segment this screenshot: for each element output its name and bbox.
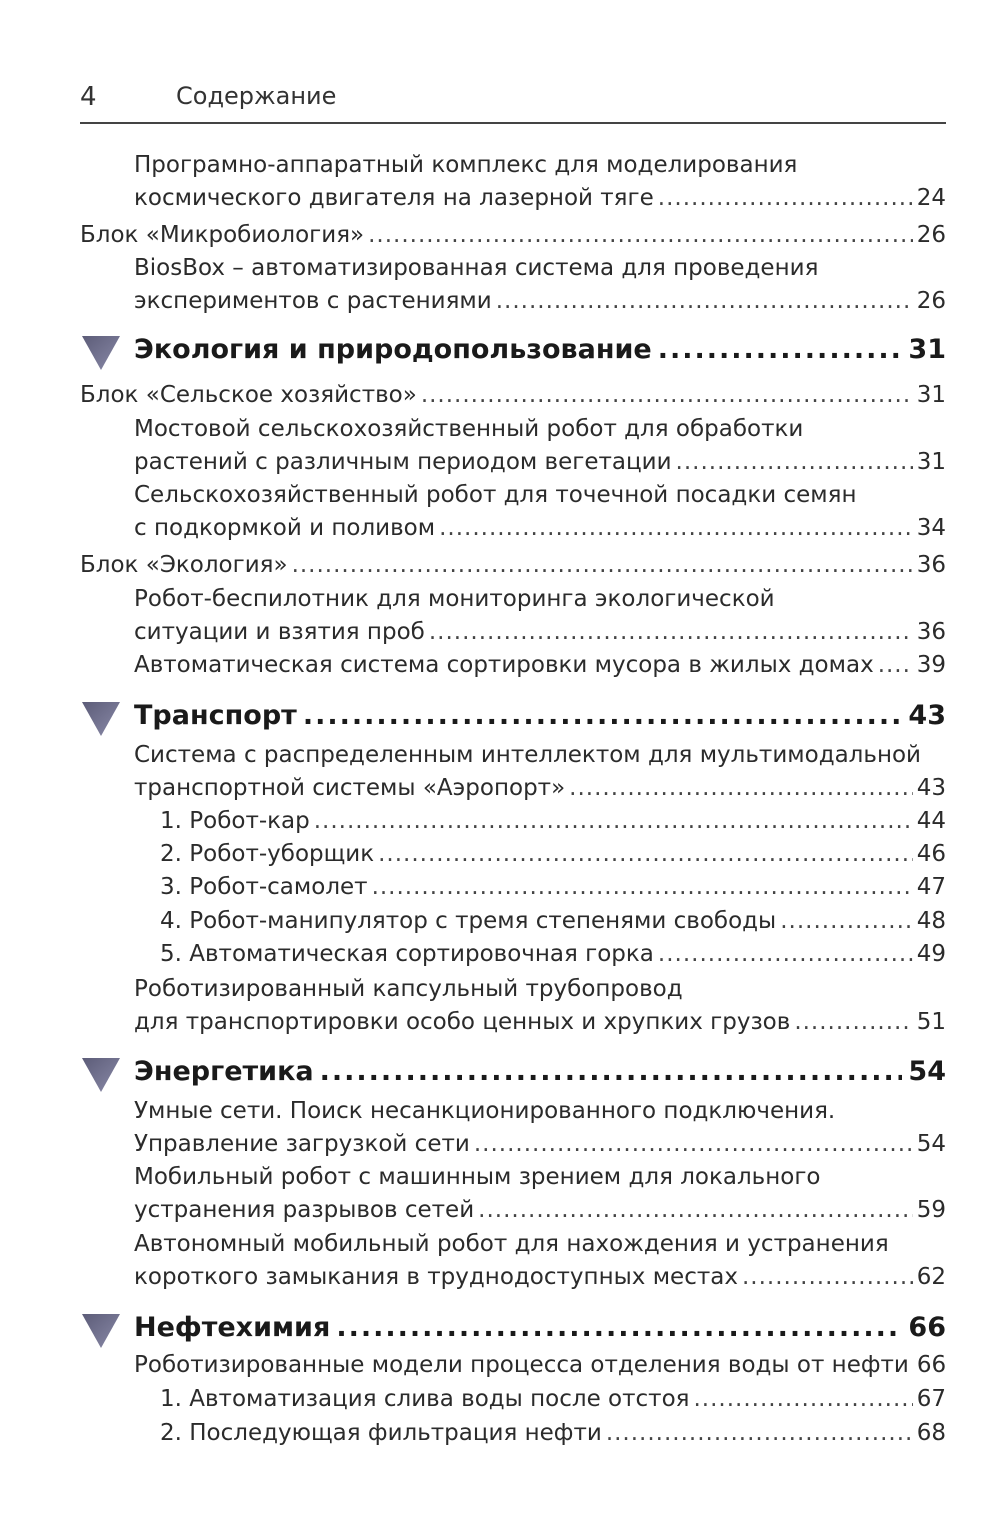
toc-block-entry[interactable]	[80, 220, 946, 250]
section-page-number: 54	[908, 1056, 946, 1087]
dot-leader	[606, 1418, 913, 1448]
toc-sub-entry[interactable]	[160, 1384, 946, 1414]
dot-leader	[474, 1129, 913, 1159]
dot-leader	[303, 698, 903, 734]
toc-sub-entry[interactable]	[160, 839, 946, 869]
toc-entry-line[interactable]: BiosBox – автоматизированная система для проведения	[134, 255, 819, 281]
toc-entry-line[interactable]: Система с распределенным интеллектом для мультимодальной	[134, 742, 921, 768]
entry-title: устранения разрывов сетей	[134, 1197, 475, 1223]
toc-entry[interactable]	[134, 650, 946, 680]
dot-leader	[292, 550, 913, 580]
toc-entry-line[interactable]: Мобильный робот с машинным зрением для локального	[134, 1164, 821, 1190]
dot-leader	[478, 1195, 913, 1225]
entry-page-number: 36	[916, 619, 946, 645]
dot-leader	[658, 332, 903, 368]
section-title: Транспорт	[134, 700, 297, 731]
entry-page-number: 26	[916, 222, 946, 248]
dot-leader	[658, 183, 913, 213]
entry-page-number: 47	[916, 874, 946, 900]
entry-title: 1. Робот-кар	[160, 808, 310, 834]
toc-entry[interactable]	[134, 447, 946, 477]
toc-entry[interactable]	[134, 1262, 946, 1292]
dot-leader	[693, 1384, 912, 1414]
entry-page-number: 66	[916, 1352, 947, 1378]
toc-entry[interactable]	[134, 1350, 946, 1380]
entry-title: растений с различным периодом вегетации	[134, 449, 672, 475]
down-triangle-icon	[80, 334, 122, 372]
entry-page-number: 36	[916, 552, 946, 578]
entry-page-number: 48	[916, 908, 946, 934]
entry-page-number: 51	[916, 1009, 946, 1035]
entry-title: короткого замыкания в труднодоступных местах	[134, 1264, 738, 1290]
entry-page-number: 67	[916, 1386, 946, 1412]
entry-title: 1. Автоматизация слива воды после отстоя	[160, 1386, 690, 1412]
section-page-number: 66	[908, 1312, 946, 1343]
dot-leader	[658, 939, 913, 969]
entry-page-number: 68	[916, 1420, 946, 1446]
entry-page-number: 31	[916, 449, 946, 475]
entry-title: ситуации и взятия проб	[134, 619, 425, 645]
entry-title: космического двигателя на лазерной тяге	[134, 185, 654, 211]
entry-title: транспортной системы «Аэропорт»	[134, 775, 566, 801]
entry-title: экспериментов с растениями	[134, 288, 492, 314]
toc-entry[interactable]	[134, 1129, 946, 1159]
entry-page-number: 62	[916, 1264, 946, 1290]
dot-leader	[676, 447, 913, 477]
dot-leader	[320, 1054, 903, 1090]
toc-block-entry[interactable]	[80, 550, 946, 580]
entry-title: 4. Робот-манипулятор с тремя степенями свободы	[160, 908, 777, 934]
toc-block-entry[interactable]	[80, 380, 946, 410]
toc-entry[interactable]	[134, 617, 946, 647]
toc-entry[interactable]	[134, 183, 946, 213]
toc-section-heading[interactable]	[134, 1054, 946, 1090]
dot-leader	[378, 839, 913, 869]
page-number: 4	[80, 82, 97, 112]
entry-page-number: 44	[916, 808, 946, 834]
toc-entry-line[interactable]: Мостовой сельскохозяйственный робот для обработки	[134, 416, 804, 442]
toc-sub-entry[interactable]	[160, 906, 946, 936]
dot-leader	[314, 806, 913, 836]
toc-entry[interactable]	[134, 286, 946, 316]
entry-page-number: 59	[916, 1197, 946, 1223]
toc-entry-line[interactable]: Сельскохозяйственный робот для точечной посадки семян	[134, 482, 857, 508]
section-page-number: 43	[908, 700, 946, 731]
entry-title: для транспортировки особо ценных и хрупких грузов	[134, 1009, 791, 1035]
entry-page-number: 49	[916, 941, 946, 967]
entry-page-number: 34	[916, 515, 946, 541]
entry-title: Блок «Микробиология»	[80, 222, 365, 248]
dot-leader	[496, 286, 913, 316]
entry-title: 2. Робот-уборщик	[160, 841, 375, 867]
toc-entry-line[interactable]: Автономный мобильный робот для нахождения и устранения	[134, 1231, 889, 1257]
entry-title: 3. Робот-самолет	[160, 874, 368, 900]
entry-title: Роботизированные модели процесса отделения воды от нефти	[134, 1352, 909, 1378]
page-header	[80, 82, 946, 122]
entry-page-number: 24	[916, 185, 946, 211]
entry-title: Автоматическая система сортировки мусора в жилых домах	[134, 652, 874, 678]
dot-leader	[421, 380, 913, 410]
entry-title: Управление загрузкой сети	[134, 1131, 470, 1157]
entry-title: с подкормкой и поливом	[134, 515, 436, 541]
toc-sub-entry[interactable]	[160, 806, 946, 836]
toc-entry[interactable]	[134, 1195, 946, 1225]
dot-leader	[569, 773, 913, 803]
header-divider	[80, 122, 946, 124]
toc-entry-line[interactable]: Умные сети. Поиск несанкционированного подключения.	[134, 1098, 836, 1124]
entry-page-number: 46	[916, 841, 946, 867]
dot-leader	[368, 220, 913, 250]
entry-page-number: 39	[916, 652, 946, 678]
dot-leader	[439, 513, 913, 543]
entry-page-number: 54	[916, 1131, 946, 1157]
entry-title: 2. Последующая фильтрация нефти	[160, 1420, 602, 1446]
toc-entry-line[interactable]: Програмно-аппаратный комплекс для моделирования	[134, 152, 798, 178]
entry-title: Блок «Сельское хозяйство»	[80, 382, 417, 408]
down-triangle-icon	[80, 1056, 122, 1094]
toc-section-heading[interactable]	[134, 1310, 946, 1346]
entry-page-number: 43	[916, 775, 946, 801]
down-triangle-icon	[80, 700, 122, 738]
toc-sub-entry[interactable]	[160, 872, 946, 902]
toc-entry[interactable]	[134, 1007, 946, 1037]
toc-entry[interactable]	[134, 513, 946, 543]
toc-section-heading[interactable]	[134, 698, 946, 734]
section-title: Экология и природопользование	[134, 334, 652, 365]
toc-sub-entry[interactable]	[160, 939, 946, 969]
down-triangle-icon	[80, 1312, 122, 1350]
toc-entry-line[interactable]: Роботизированный капсульный трубопровод	[134, 976, 683, 1002]
dot-leader	[372, 872, 913, 902]
dot-leader	[336, 1310, 902, 1346]
entry-page-number: 31	[916, 382, 946, 408]
dot-leader	[429, 617, 913, 647]
dot-leader	[878, 650, 913, 680]
section-title: Энергетика	[134, 1056, 314, 1087]
section-title: Нефтехимия	[134, 1312, 331, 1343]
entry-title: 5. Автоматическая сортировочная горка	[160, 941, 654, 967]
section-page-number: 31	[908, 334, 946, 365]
toc-entry-line[interactable]: Робот-беспилотник для мониторинга экологической	[134, 586, 775, 612]
entry-title: Блок «Экология»	[80, 552, 288, 578]
dot-leader	[742, 1262, 913, 1292]
toc-sub-entry[interactable]	[160, 1418, 946, 1448]
dot-leader	[780, 906, 913, 936]
toc-entry[interactable]	[134, 773, 946, 803]
entry-page-number: 26	[916, 288, 946, 314]
dot-leader	[794, 1007, 912, 1037]
page-title: Содержание	[176, 82, 337, 110]
toc-section-heading[interactable]	[134, 332, 946, 368]
